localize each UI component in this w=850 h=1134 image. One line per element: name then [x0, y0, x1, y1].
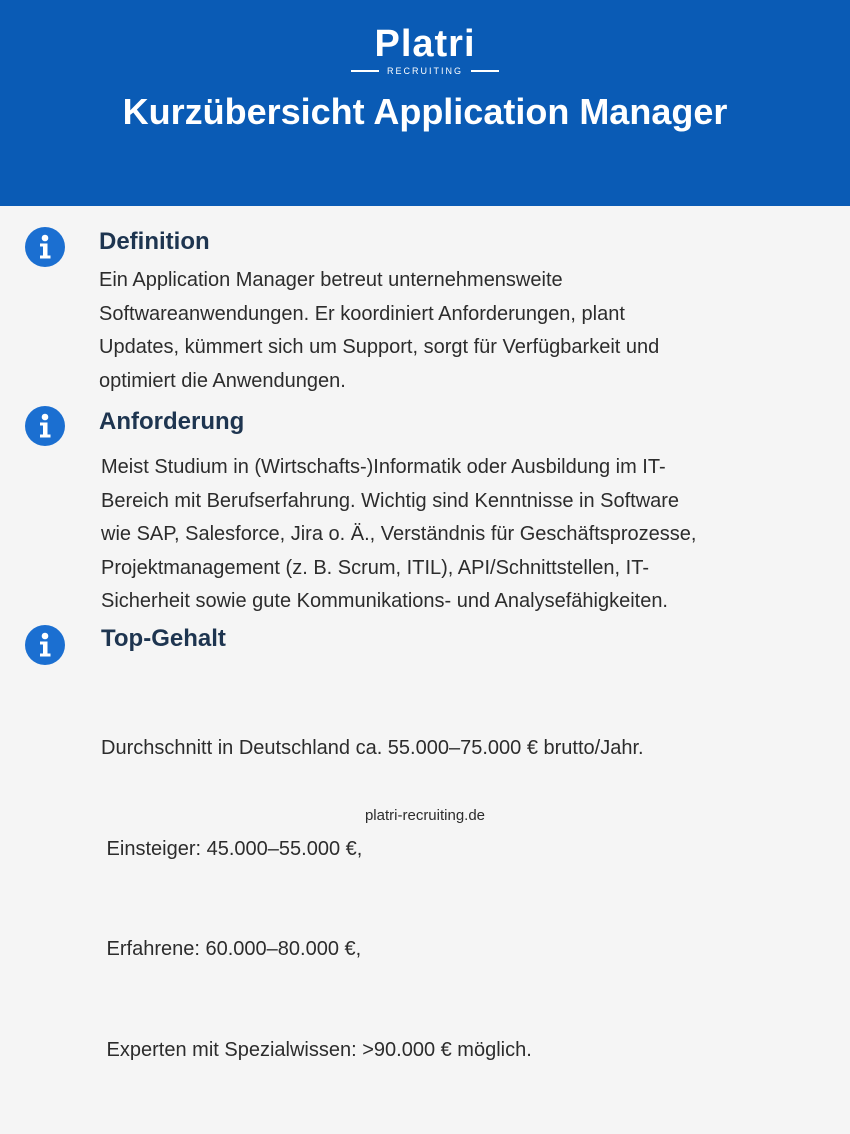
section-text	[99, 264, 829, 398]
brand-tagline-row	[0, 65, 850, 77]
footer-url[interactable]: platri-recruiting.de	[364, 807, 486, 824]
text-line: Durchschnitt in Deutschland ca. 55.000–75.000 € brutto/Jahr.	[101, 737, 644, 759]
info-icon	[24, 405, 66, 447]
text-line: Meist Studium in (Wirtschafts-)Informatik oder Ausbildung im IT-	[101, 456, 666, 478]
text-line: wie SAP, Salesforce, Jira o. Ä., Verständnis für Geschäftsprozesse,	[101, 523, 697, 545]
text-line: optimiert die Anwendungen.	[99, 369, 346, 392]
text-line: Erfahrene: 60.000–80.000 €,	[101, 938, 362, 960]
text-line: Projektmanagement (z. B. Scrum, ITIL), API/Schnittstellen, IT-	[101, 556, 649, 579]
tagline-rule-left	[351, 70, 379, 72]
text-line: Experten mit Spezialwissen: >90.000 € möglich.	[101, 1038, 532, 1061]
text-line: Ein Application Manager betreut unternehmensweite	[99, 269, 563, 291]
info-icon	[24, 226, 66, 268]
text-line: Bereich mit Berufserfahrung. Wichtig sind Kenntnisse in Software	[101, 489, 680, 512]
text-line: Updates, kümmert sich um Support, sorgt für Verfügbarkeit und	[99, 336, 660, 358]
info-icon	[24, 624, 66, 666]
page-title: Kurzübersicht Application Manager	[122, 91, 728, 132]
tagline-rule-right	[471, 70, 499, 72]
section-heading: Anforderung	[99, 408, 245, 435]
section-text	[101, 665, 831, 1134]
text-line: Einsteiger: 45.000–55.000 €,	[101, 837, 363, 860]
text-line: Softwareanwendungen. Er koordiniert Anforderungen, plant	[99, 302, 625, 325]
text-line: Sicherheit sowie gute Kommunikations- und Analysefähigkeiten.	[101, 590, 668, 612]
header-banner	[0, 0, 850, 206]
section-heading: Definition	[99, 228, 210, 255]
brand-logo: Platri	[374, 23, 476, 65]
section-text	[101, 451, 831, 619]
section-heading: Top-Gehalt	[101, 625, 226, 652]
brand-tagline: RECRUITING	[387, 66, 463, 76]
